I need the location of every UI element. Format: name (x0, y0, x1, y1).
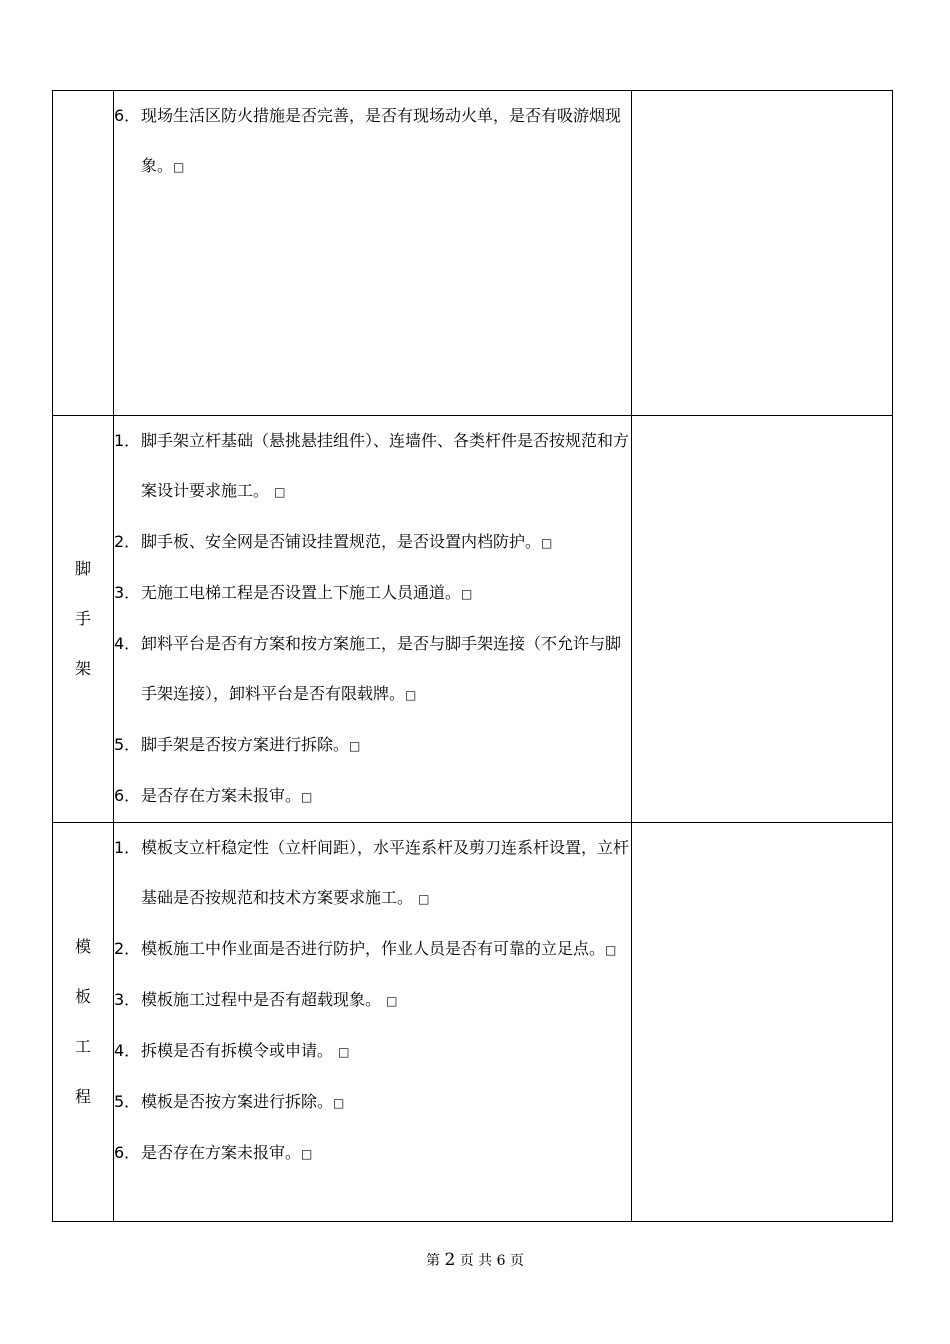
category-cell (53, 91, 114, 416)
item-text: 模板是否按方案进行拆除。 (141, 1092, 334, 1111)
section-row-fire (53, 91, 893, 416)
category-cell (53, 823, 114, 1222)
item-text: 是否存在方案未报审。 (141, 1143, 302, 1162)
checklist-item (114, 1128, 631, 1179)
items-cell (114, 823, 632, 1222)
checkbox-icon[interactable]: □ (461, 587, 473, 601)
checkbox-icon[interactable]: □ (301, 790, 313, 804)
category-char: 工 (74, 1037, 91, 1056)
items-cell (114, 416, 632, 823)
item-text: 是否存在方案未报审。 (141, 786, 302, 805)
category-char: 架 (74, 659, 91, 678)
checklist-item (114, 924, 631, 975)
checklist-item (114, 1077, 631, 1128)
page-footer (0, 1250, 950, 1270)
checkbox-icon[interactable]: □ (349, 739, 361, 753)
checklist-item (114, 568, 631, 619)
category-char: 程 (74, 1087, 91, 1106)
item-text: 模板支立杆稳定性（立杆间距），水平连系杆及剪刀连系杆设置，立杆基础是否按规范和技术方案要求施工。 (141, 838, 630, 907)
checkbox-icon[interactable]: □ (386, 994, 398, 1008)
item-text: 现场生活区防火措施是否完善，是否有现场动火单，是否有吸游烟现象。 (141, 106, 622, 175)
category-char: 手 (74, 609, 91, 628)
checkbox-icon[interactable]: □ (418, 892, 430, 906)
inspection-table (52, 90, 893, 1222)
category-char: 模 (74, 937, 91, 956)
checklist-item (114, 416, 631, 517)
item-number: 6． (114, 106, 141, 125)
checkbox-icon[interactable]: □ (541, 536, 553, 550)
item-text: 无施工电梯工程是否设置上下施工人员通道。 (141, 583, 462, 602)
checklist-item (114, 975, 631, 1026)
item-number: 1． (114, 838, 141, 857)
item-text: 脚手架立杆基础（悬挑悬挂组件）、连墙件、各类杆件是否按规范和方案设计要求施工。 (141, 431, 630, 500)
remarks-cell (632, 91, 893, 416)
checklist-item (114, 771, 631, 822)
item-number: 1． (114, 431, 141, 450)
checklist-item (114, 720, 631, 771)
section-row-scaffold (53, 416, 893, 823)
category-char: 板 (74, 987, 91, 1006)
footer-total-pages: 6 (496, 1253, 506, 1269)
item-number: 4． (114, 634, 141, 653)
item-number: 6． (114, 1143, 141, 1162)
checkbox-icon[interactable]: □ (405, 688, 417, 702)
item-number: 5． (114, 735, 141, 754)
item-number: 3． (114, 990, 141, 1009)
item-number: 4． (114, 1041, 141, 1060)
footer-page-number: 2 (444, 1250, 456, 1270)
footer-prefix: 第 (425, 1253, 440, 1269)
item-text: 脚手板、安全网是否铺设挂置规范，是否设置内档防护。 (141, 532, 542, 551)
item-text: 模板施工中作业面是否进行防护，作业人员是否有可靠的立足点。 (141, 939, 606, 958)
checklist-item (114, 517, 631, 568)
item-number: 3． (114, 583, 141, 602)
section-row-formwork (53, 823, 893, 1222)
checkbox-icon[interactable]: □ (301, 1147, 313, 1161)
footer-mid: 页 共 (459, 1253, 493, 1269)
item-number: 6． (114, 786, 141, 805)
checklist-item (114, 91, 631, 192)
items-cell (114, 91, 632, 416)
item-text: 拆模是否有拆模令或申请。 (141, 1041, 339, 1060)
checkbox-icon[interactable]: □ (173, 160, 185, 174)
remarks-cell (632, 823, 893, 1222)
checkbox-icon[interactable]: □ (333, 1096, 345, 1110)
checkbox-icon[interactable]: □ (338, 1045, 350, 1059)
checkbox-icon[interactable]: □ (605, 943, 617, 957)
item-number: 2． (114, 532, 141, 551)
item-number: 5． (114, 1092, 141, 1111)
checklist-item (114, 823, 631, 924)
checklist-item (114, 1026, 631, 1077)
item-text: 模板施工过程中是否有超载现象。 (141, 990, 387, 1009)
category-char: 脚 (74, 559, 91, 578)
checkbox-icon[interactable]: □ (274, 485, 286, 499)
footer-suffix: 页 (510, 1253, 524, 1269)
remarks-cell (632, 416, 893, 823)
item-number: 2． (114, 939, 141, 958)
item-text: 卸料平台是否有方案和按方案施工，是否与脚手架连接（不允许与脚手架连接），卸料平台是否有限载牌。 (141, 634, 622, 703)
category-cell (53, 416, 114, 823)
item-text: 脚手架是否按方案进行拆除。 (141, 735, 350, 754)
checklist-item (114, 619, 631, 720)
